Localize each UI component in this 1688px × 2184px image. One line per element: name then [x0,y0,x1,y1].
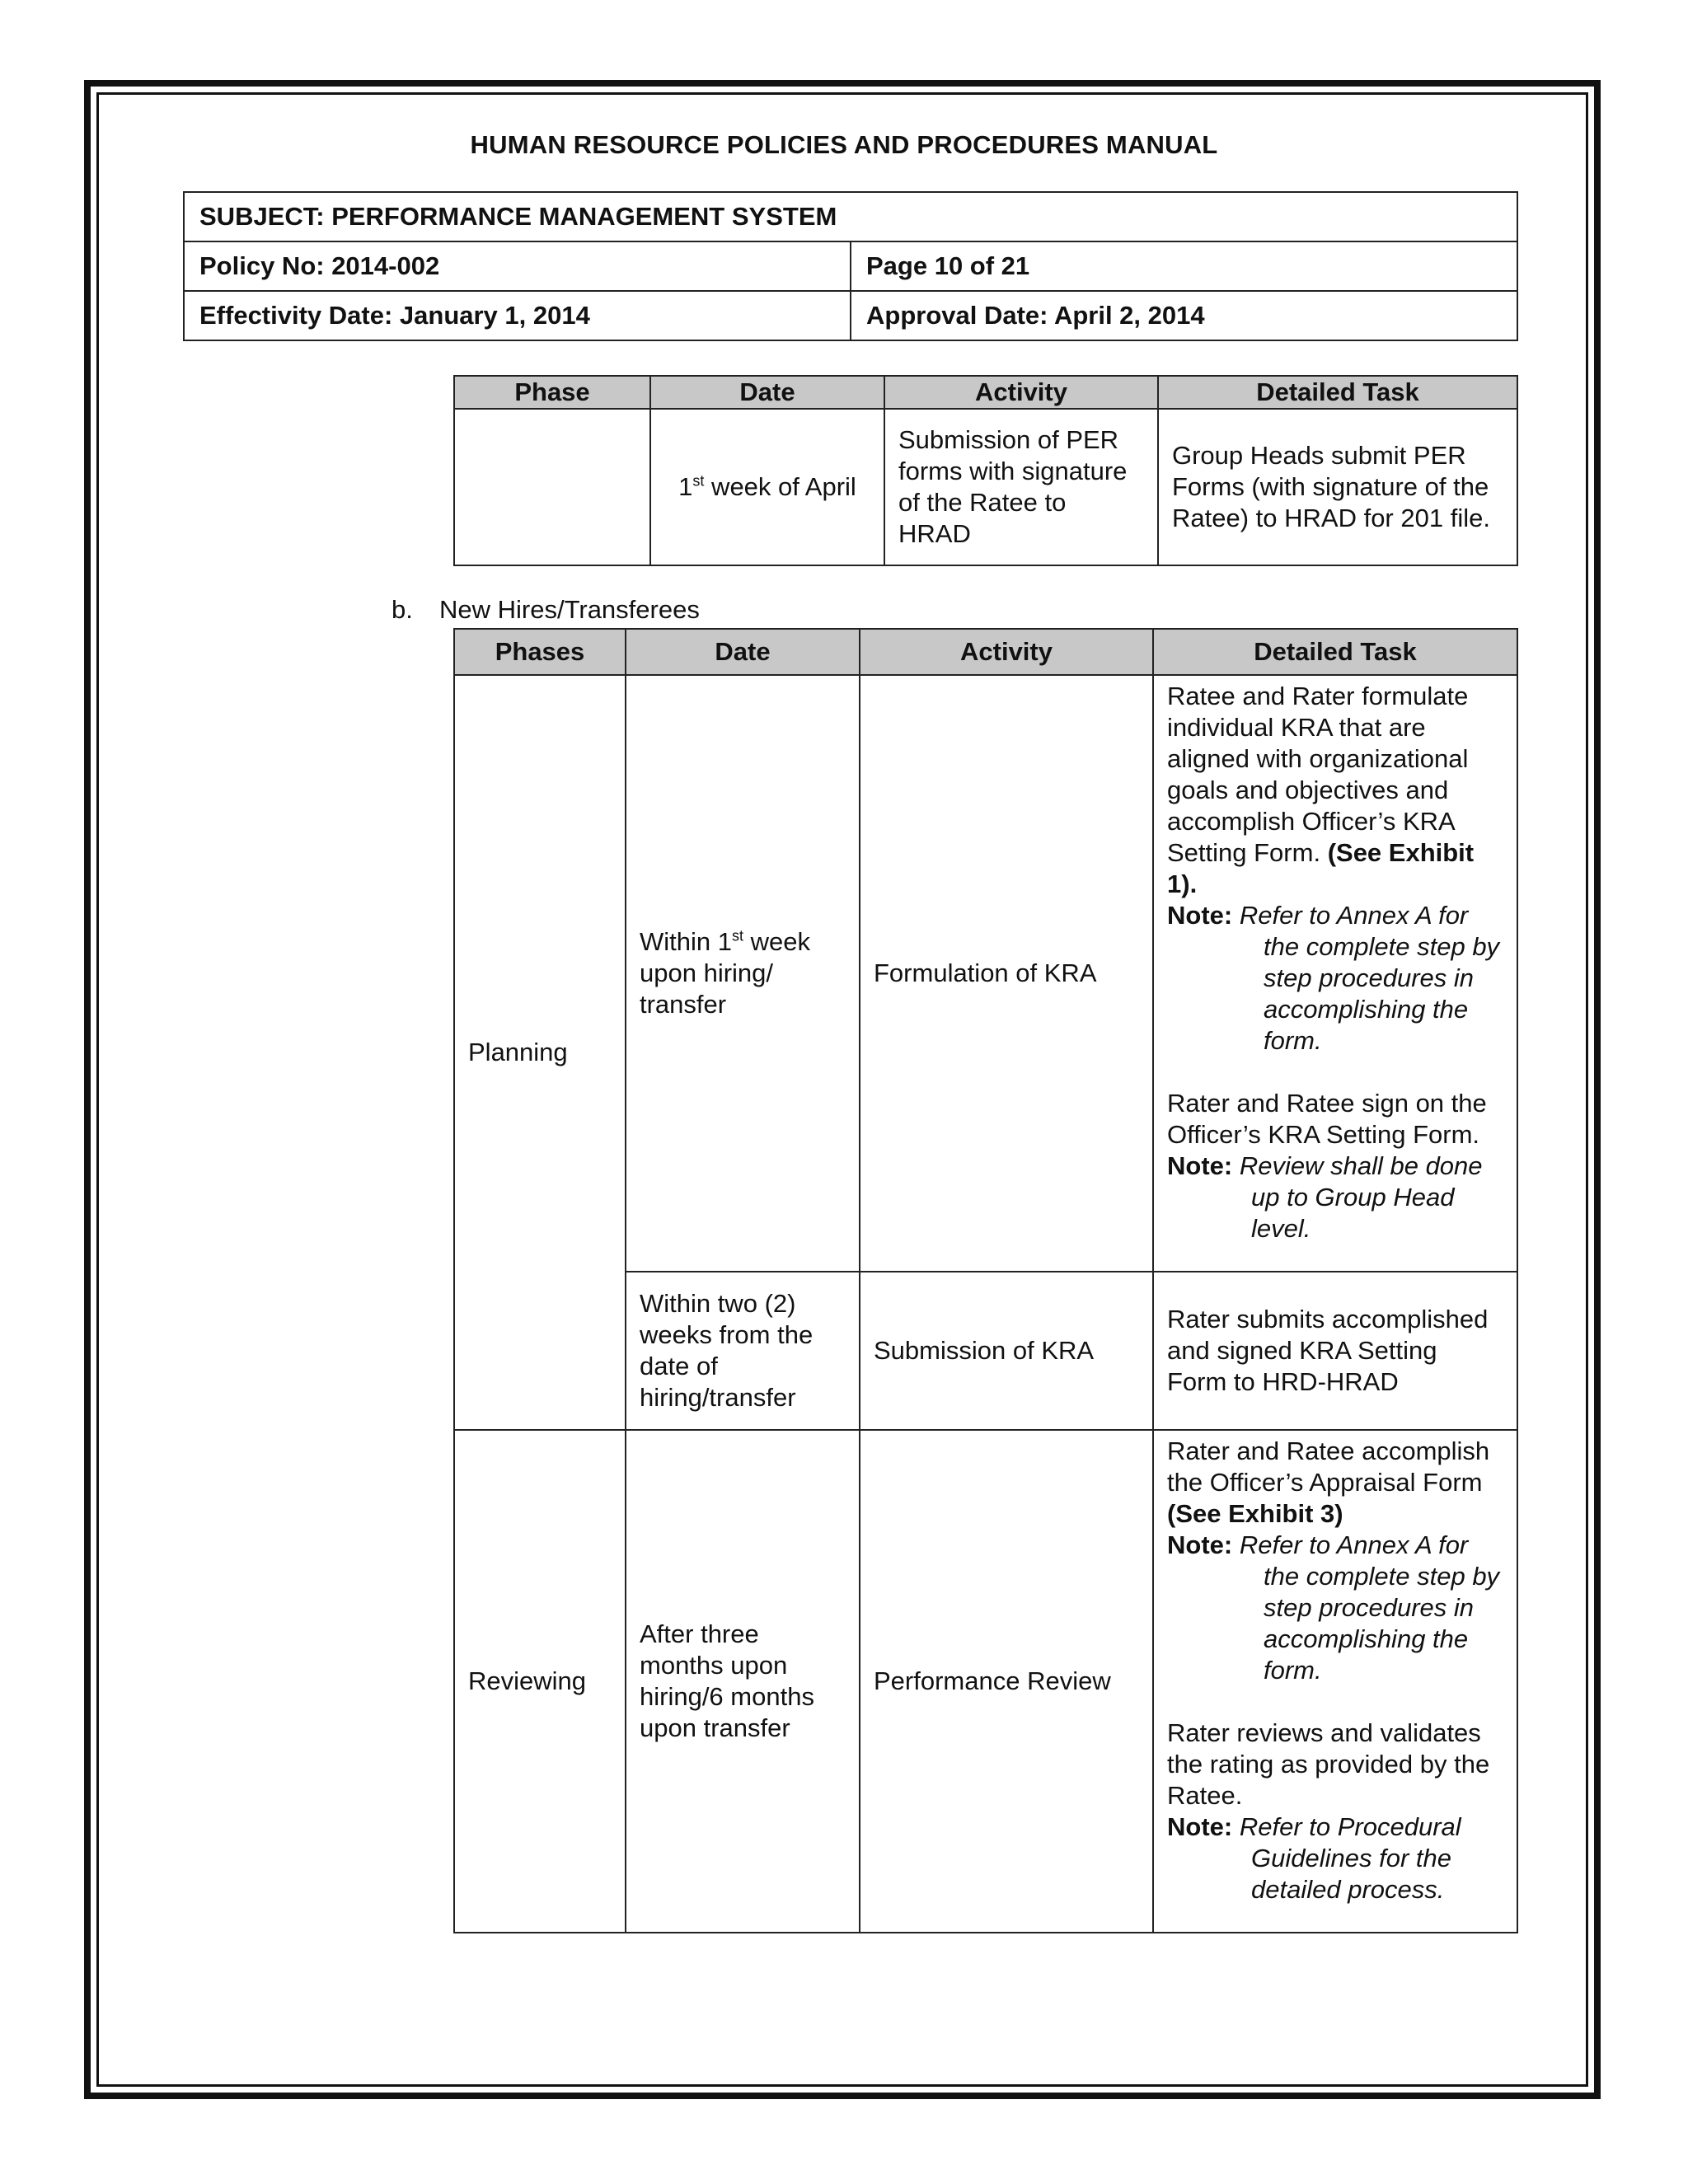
task-text [1167,681,1503,900]
effectivity-date-cell: Effectivity Date: January 1, 2014 [184,291,851,340]
phase-cell [454,409,650,565]
col-header-phase: Phase [454,376,650,409]
phase-reviewing-cell: Reviewing [454,1430,626,1933]
note-label: Note: [1167,1812,1233,1841]
table-row [454,1430,1517,1933]
phase-planning-cell: Planning [454,675,626,1430]
section-title: New Hires/Transferees [439,595,700,624]
activity-cell: Formulation of KRA [860,675,1153,1272]
task-cell [1153,675,1517,1272]
policy-number-cell: Policy No: 2014-002 [184,241,851,291]
date-text: Within 1 [640,927,732,956]
exhibit-reference: (See Exhibit 3) [1167,1499,1343,1528]
task-cell: Rater submits accomplished and signed KRA Setting Form to HRD-HRAD [1153,1272,1517,1430]
date-text: week of April [704,472,856,501]
date-ordinal: st [731,927,743,944]
date-text: week upon hiring/ transfer [640,927,810,1019]
table-row [454,675,1517,1272]
section-letter: b. [392,595,413,624]
note-label: Note: [1167,1151,1233,1180]
note-body-continued: Guidelines for the detailed process. [1251,1844,1451,1904]
note-body: Refer to Procedural [1239,1812,1461,1841]
approval-date-cell: Approval Date: April 2, 2014 [851,291,1517,340]
date-cell [650,409,884,565]
note-label: Note: [1167,1530,1233,1559]
note-body: Refer to Annex A for [1239,901,1469,930]
activity-cell: Submission of PER forms with signature of the Ratee to HRAD [884,409,1158,565]
note-body-continued: the complete step by step procedures in accomplishing the form. [1264,932,1500,1055]
task-note [1167,1811,1503,1843]
exhibit-reference: (See Exhibit 1). [1167,838,1475,898]
activity-cell: Performance Review [860,1430,1153,1933]
page-number-cell: Page 10 of 21 [851,241,1517,291]
spacer [1167,1686,1503,1718]
note-label: Note: [1167,901,1233,930]
task-text: Rater and Ratee sign on the Officer’s KRA Setting Form. [1167,1089,1487,1149]
col-header-phases: Phases [454,629,626,675]
col-header-activity: Activity [860,629,1153,675]
col-header-task: Detailed Task [1153,629,1517,675]
date-cell [626,675,860,1272]
task-text: Rater reviews and validates the rating as provided by the Ratee. [1167,1718,1490,1810]
note-body-continued: up to Group Head level. [1251,1183,1455,1243]
section-b-label [392,595,700,625]
task-note [1167,1530,1503,1561]
task-note [1167,900,1503,931]
col-header-date: Date [650,376,884,409]
date-ordinal: st [692,472,705,490]
date-cell: After three months upon hiring/6 months upon transfer [626,1430,860,1933]
policy-header-table [183,191,1518,341]
note-body: Review shall be done [1239,1151,1483,1180]
manual-title: HUMAN RESOURCE POLICIES AND PROCEDURES MANUAL [470,130,1218,159]
task-body: Ratee and Rater formulate individual KRA that are aligned with organizational goals and objectives and accomplish Officer’s KRA Setting Form. [1167,682,1469,867]
note-body-continued: the complete step by step procedures in accomplishing the form. [1264,1562,1500,1685]
schedule-table-2 [453,628,1518,1933]
task-cell [1153,1430,1517,1933]
task-note [1167,1151,1503,1182]
subject-cell: SUBJECT: PERFORMANCE MANAGEMENT SYSTEM [184,192,1517,241]
schedule-table-1 [453,375,1518,566]
task-text [1167,1436,1503,1530]
activity-cell: Submission of KRA [860,1272,1153,1430]
task-cell: Group Heads submit PER Forms (with signature of the Ratee) to HRAD for 201 file. [1158,409,1517,565]
note-body: Refer to Annex A for [1239,1530,1469,1559]
task-body: Rater and Ratee accomplish the Officer’s Appraisal Form [1167,1436,1490,1497]
col-header-activity: Activity [884,376,1158,409]
spacer [1167,1057,1503,1088]
date-cell: Within two (2) weeks from the date of hiring/transfer [626,1272,860,1430]
date-text: 1 [678,472,693,501]
col-header-date: Date [626,629,860,675]
col-header-task: Detailed Task [1158,376,1517,409]
table-row [454,409,1517,565]
